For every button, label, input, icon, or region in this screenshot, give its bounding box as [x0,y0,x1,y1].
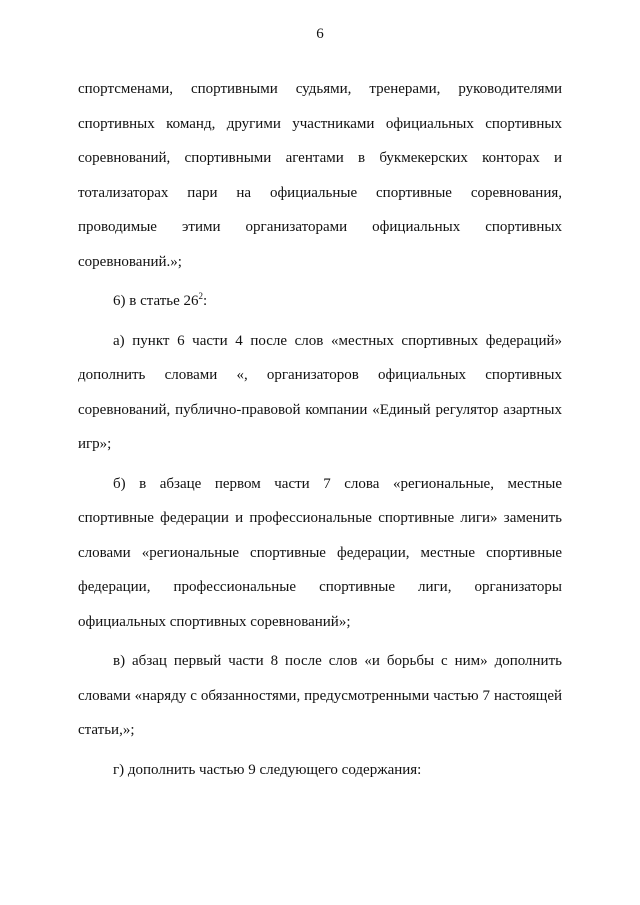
paragraph-subitem-g: г) дополнить частью 9 следующего содержания: [113,761,422,778]
paragraph-item-6-colon: : [203,293,208,309]
superscript-article-index: 2 [198,291,204,301]
document-body [78,72,562,787]
paragraph-item-6 [78,284,562,319]
paragraph-item-6-text: 6) в статье 26 [113,293,199,309]
paragraph-subitem-v: в) абзац первый части 8 после слов «и борьбы с ним» дополнить словами «наряду с обязанностями, предусмотренными частью 7 настоящей статьи,»; [78,653,562,738]
paragraph-subitem-a: а) пункт 6 части 4 после слов «местных спортивных федераций» дополнить словами «, организаторов официальных спортивных соревнований, публично-правовой компании «Единый регулятор азартных игр»; [78,332,562,452]
page-number: 6 [316,26,324,42]
paragraph-continuation: спортсменами, спортивными судьями, тренерами, руководителями спортивных команд, другими участниками официальных спортивных соревнований, спортивными агентами в букмекерских конторах и тотализаторах пари на официальные спортивные соревнования, проводимые этими организаторами официальных спортивных соревнований.»; [78,81,562,270]
paragraph-subitem-b: б) в абзаце первом части 7 слова «региональные, местные спортивные федерации и профессиональные спортивные лиги» заменить словами «региональные спортивные федерации, местные спортивные федерации, профессиональные спортивные лиги, организаторы официальных спортивных соревнований»; [78,475,562,630]
